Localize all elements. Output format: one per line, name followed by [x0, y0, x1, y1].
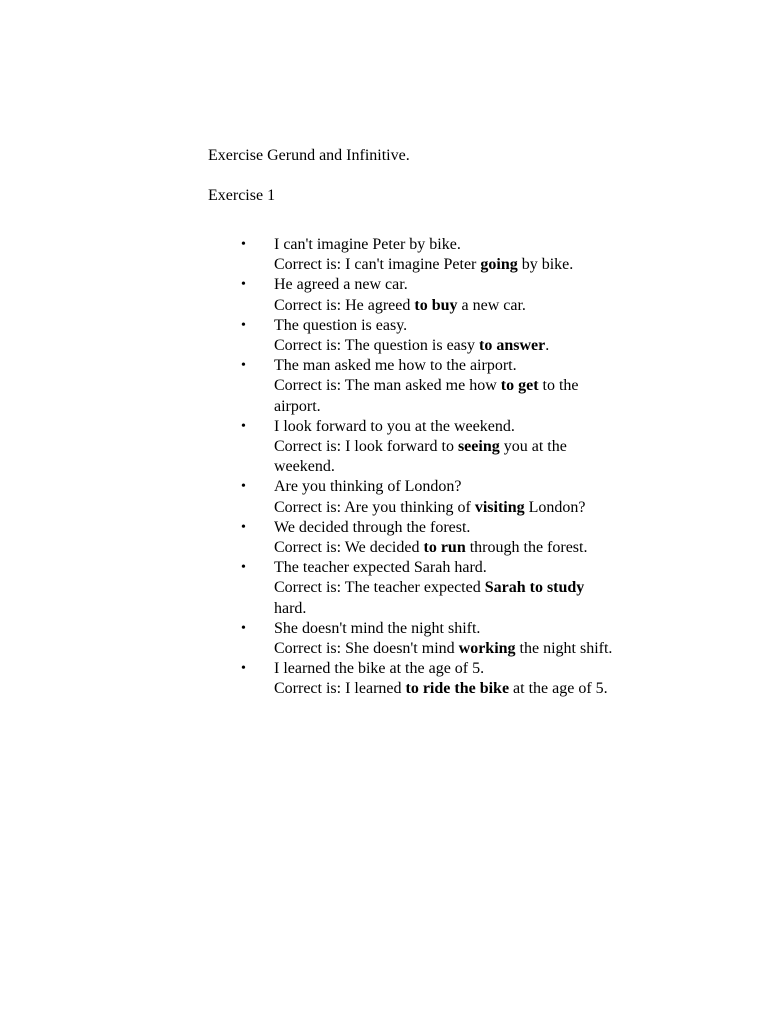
exercise-list — [274, 235, 619, 700]
exercise-sentence: Are you thinking of London? — [274, 478, 462, 496]
list-item — [274, 558, 619, 619]
list-item — [274, 356, 619, 417]
correction-suffix: the night shift. — [515, 640, 613, 658]
correct-answer: to answer — [479, 337, 546, 355]
document-title: Exercise Gerund and Infinitive. — [208, 147, 410, 164]
list-item — [274, 417, 619, 478]
correction — [274, 679, 619, 699]
correction-prefix: Correct is: I look forward to — [274, 438, 458, 456]
list-item — [274, 518, 619, 558]
correction — [274, 538, 619, 558]
correction-prefix: Correct is: Are you thinking of — [274, 498, 475, 516]
exercise-sentence: I can't imagine Peter by bike. — [274, 236, 461, 253]
list-item — [274, 619, 619, 659]
bullet-icon — [241, 417, 251, 437]
correction — [274, 336, 619, 356]
correction-prefix: Correct is: She doesn't mind — [274, 640, 459, 658]
bullet-icon — [241, 659, 251, 679]
exercise-sentence: The question is easy. — [274, 316, 408, 334]
list-item — [274, 235, 619, 275]
list-item — [274, 275, 619, 315]
correction-suffix: London? — [524, 498, 586, 516]
correction-suffix: you at the weekend. — [274, 438, 567, 476]
correction-suffix: through the forest. — [465, 539, 588, 557]
correction-prefix: Correct is: The teacher expected — [274, 579, 485, 597]
exercise-sentence: She doesn't mind the night shift. — [274, 619, 481, 637]
exercise-sentence: I learned the bike at the age of 5. — [274, 660, 485, 678]
correction-prefix: Correct is: The man asked me how — [274, 377, 501, 395]
list-item — [274, 477, 619, 517]
correction-prefix: Correct is: I can't imagine Peter — [274, 256, 481, 274]
bullet-icon — [241, 558, 251, 578]
correction-suffix: by bike. — [517, 256, 574, 274]
correction — [274, 376, 619, 416]
exercise-sentence: I look forward to you at the weekend. — [274, 417, 515, 435]
list-item — [274, 316, 619, 356]
correction-suffix: at the age of 5. — [509, 680, 608, 698]
bullet-icon — [241, 619, 251, 639]
correction-prefix: Correct is: We decided — [274, 539, 424, 557]
correction-suffix: . — [545, 337, 550, 355]
correction — [274, 255, 619, 275]
bullet-icon — [241, 477, 251, 497]
correction-suffix: hard. — [274, 599, 307, 617]
correction-suffix: to the airport. — [274, 377, 579, 415]
bullet-icon — [241, 275, 251, 295]
correction — [274, 498, 619, 518]
correct-answer: working — [458, 640, 516, 658]
bullet-icon — [241, 356, 251, 376]
exercise-sentence: We decided through the forest. — [274, 518, 471, 536]
correct-answer: to get — [500, 377, 539, 395]
exercise-heading: Exercise 1 — [208, 187, 276, 204]
correction-prefix: Correct is: He agreed — [274, 296, 415, 314]
exercise-sentence: He agreed a new car. — [274, 276, 408, 294]
correction — [274, 437, 619, 477]
list-item — [274, 659, 619, 699]
correction-suffix: a new car. — [457, 296, 526, 314]
bullet-icon — [241, 235, 251, 255]
correct-answer: seeing — [457, 438, 500, 456]
exercise-sentence: The teacher expected Sarah hard. — [274, 559, 487, 577]
correction — [274, 578, 619, 618]
correct-answer: going — [480, 256, 518, 274]
correct-answer: visiting — [474, 498, 525, 516]
exercise-sentence: The man asked me how to the airport. — [274, 357, 517, 375]
correct-answer: to run — [423, 539, 466, 557]
correction-prefix: Correct is: I learned — [274, 680, 406, 698]
correction — [274, 639, 619, 659]
bullet-icon — [241, 518, 251, 538]
bullet-icon — [241, 316, 251, 336]
correct-answer: to ride the bike — [405, 680, 510, 698]
correction — [274, 296, 619, 316]
correction-prefix: Correct is: The question is easy — [274, 337, 479, 355]
correct-answer: to buy — [414, 296, 458, 314]
correct-answer: Sarah to study — [484, 579, 585, 597]
